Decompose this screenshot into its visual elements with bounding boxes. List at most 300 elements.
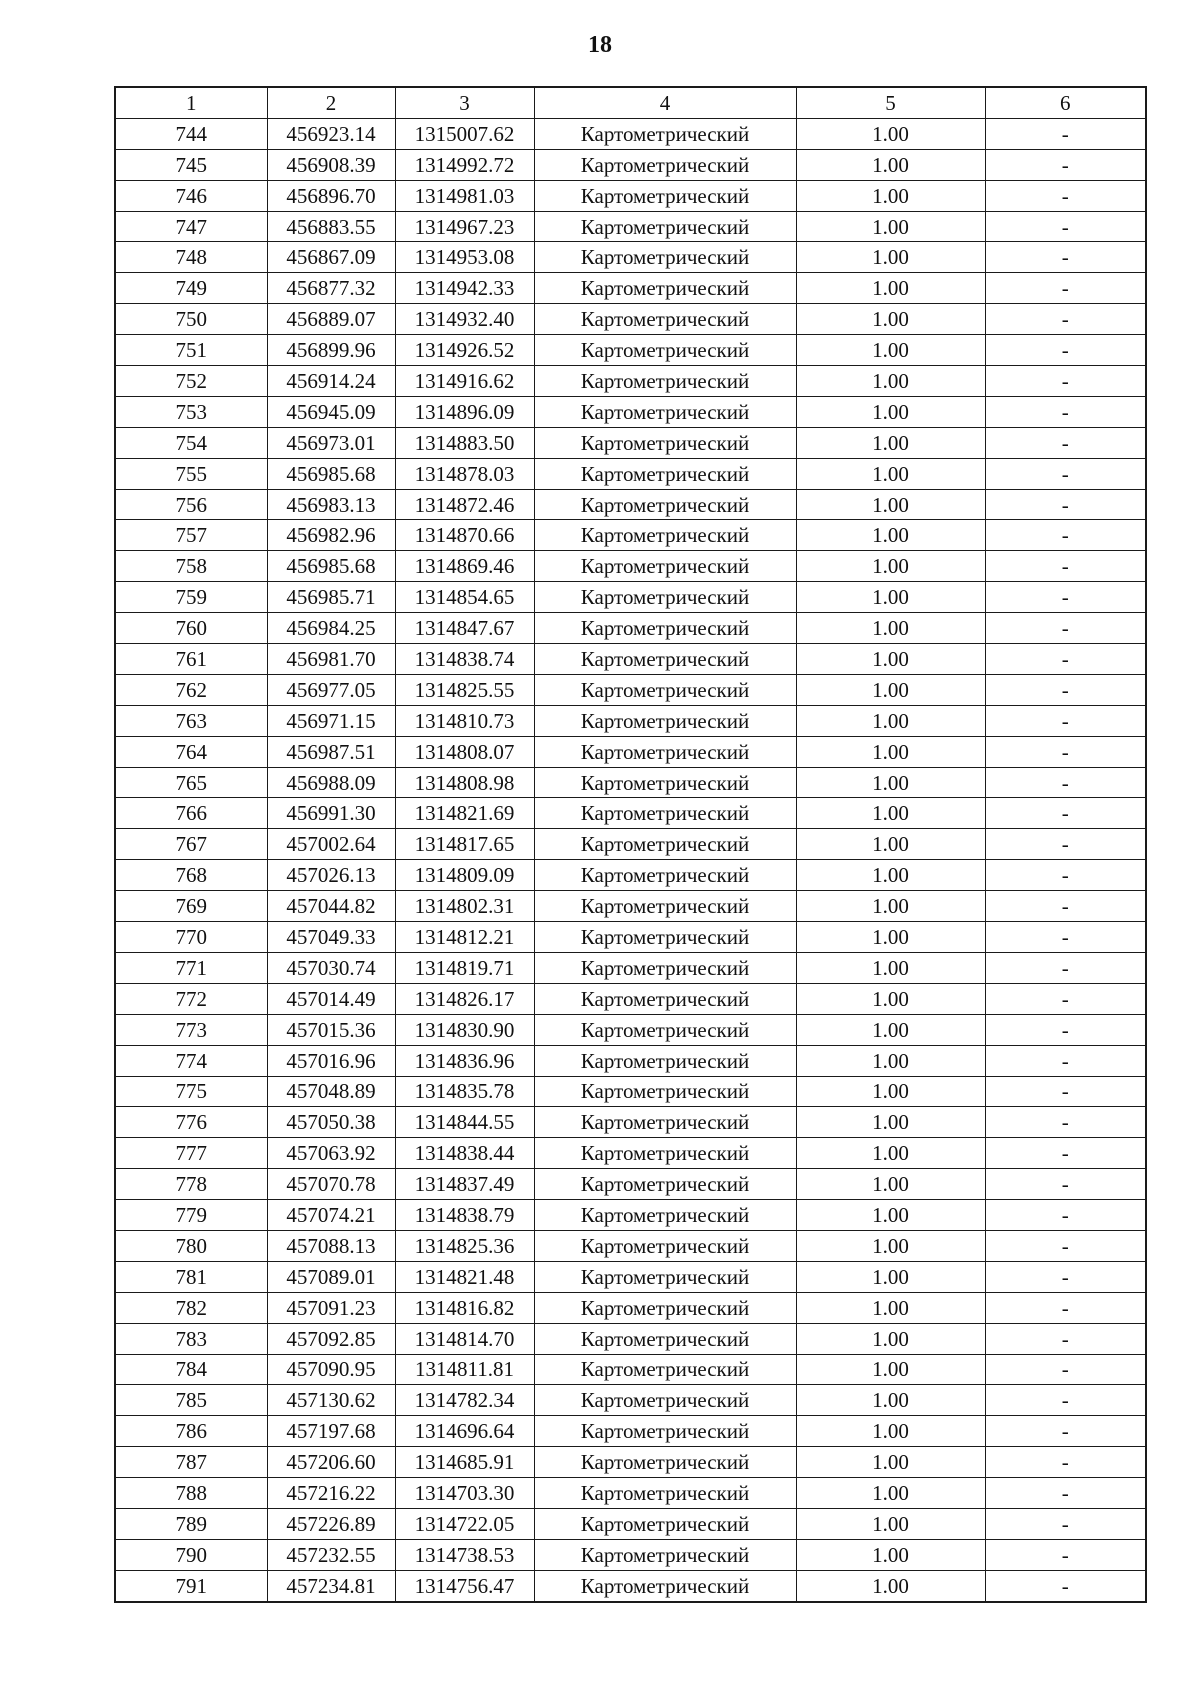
accuracy-cell: 1.00 <box>796 952 985 983</box>
point-number-cell: 760 <box>115 613 267 644</box>
table-row <box>115 242 1146 273</box>
accuracy-cell: 1.00 <box>796 396 985 427</box>
table-row <box>115 1354 1146 1385</box>
table-row <box>115 736 1146 767</box>
point-number-cell: 764 <box>115 736 267 767</box>
y-coordinate-cell: 1314837.49 <box>395 1169 534 1200</box>
point-number-cell: 749 <box>115 273 267 304</box>
accuracy-cell: 1.00 <box>796 149 985 180</box>
method-cell: Картометрический <box>534 1354 796 1385</box>
y-coordinate-cell: 1314870.66 <box>395 520 534 551</box>
table-row <box>115 674 1146 705</box>
point-number-cell: 744 <box>115 118 267 149</box>
y-coordinate-cell: 1314932.40 <box>395 304 534 335</box>
point-number-cell: 782 <box>115 1292 267 1323</box>
y-coordinate-cell: 1314838.74 <box>395 644 534 675</box>
y-coordinate-cell: 1314817.65 <box>395 829 534 860</box>
x-coordinate-cell: 457074.21 <box>267 1200 395 1231</box>
table-row <box>115 396 1146 427</box>
accuracy-cell: 1.00 <box>796 644 985 675</box>
x-coordinate-cell: 457049.33 <box>267 922 395 953</box>
description-cell: - <box>985 1169 1146 1200</box>
description-cell: - <box>985 1230 1146 1261</box>
y-coordinate-cell: 1314811.81 <box>395 1354 534 1385</box>
accuracy-cell: 1.00 <box>796 273 985 304</box>
description-cell: - <box>985 1045 1146 1076</box>
table-row <box>115 1076 1146 1107</box>
table-row <box>115 211 1146 242</box>
accuracy-cell: 1.00 <box>796 1323 985 1354</box>
point-number-cell: 772 <box>115 983 267 1014</box>
method-cell: Картометрический <box>534 1169 796 1200</box>
x-coordinate-cell: 456985.68 <box>267 551 395 582</box>
y-coordinate-cell: 1314825.55 <box>395 674 534 705</box>
accuracy-cell: 1.00 <box>796 891 985 922</box>
description-cell: - <box>985 798 1146 829</box>
accuracy-cell: 1.00 <box>796 1570 985 1601</box>
accuracy-cell: 1.00 <box>796 304 985 335</box>
point-number-cell: 788 <box>115 1478 267 1509</box>
method-cell: Картометрический <box>534 273 796 304</box>
description-cell: - <box>985 952 1146 983</box>
accuracy-cell: 1.00 <box>796 736 985 767</box>
table-row <box>115 551 1146 582</box>
y-coordinate-cell: 1314814.70 <box>395 1323 534 1354</box>
header-cell-1: 1 <box>115 87 267 118</box>
accuracy-cell: 1.00 <box>796 1200 985 1231</box>
accuracy-cell: 1.00 <box>796 1354 985 1385</box>
x-coordinate-cell: 457044.82 <box>267 891 395 922</box>
header-cell-4: 4 <box>534 87 796 118</box>
x-coordinate-cell: 457232.55 <box>267 1539 395 1570</box>
method-cell: Картометрический <box>534 304 796 335</box>
description-cell: - <box>985 1447 1146 1478</box>
accuracy-cell: 1.00 <box>796 767 985 798</box>
method-cell: Картометрический <box>534 1076 796 1107</box>
description-cell: - <box>985 1138 1146 1169</box>
table-row <box>115 1169 1146 1200</box>
description-cell: - <box>985 1200 1146 1231</box>
y-coordinate-cell: 1314981.03 <box>395 180 534 211</box>
table-row <box>115 427 1146 458</box>
description-cell: - <box>985 1323 1146 1354</box>
description-cell: - <box>985 242 1146 273</box>
table-row <box>115 767 1146 798</box>
table-row <box>115 1107 1146 1138</box>
description-cell: - <box>985 1416 1146 1447</box>
point-number-cell: 786 <box>115 1416 267 1447</box>
description-cell: - <box>985 366 1146 397</box>
point-number-cell: 753 <box>115 396 267 427</box>
point-number-cell: 791 <box>115 1570 267 1601</box>
method-cell: Картометрический <box>534 891 796 922</box>
accuracy-cell: 1.00 <box>796 1014 985 1045</box>
accuracy-cell: 1.00 <box>796 1230 985 1261</box>
point-number-cell: 776 <box>115 1107 267 1138</box>
table-row <box>115 366 1146 397</box>
accuracy-cell: 1.00 <box>796 860 985 891</box>
accuracy-cell: 1.00 <box>796 489 985 520</box>
method-cell: Картометрический <box>534 1138 796 1169</box>
y-coordinate-cell: 1314821.48 <box>395 1261 534 1292</box>
method-cell: Картометрический <box>534 551 796 582</box>
table-row <box>115 1539 1146 1570</box>
x-coordinate-cell: 456982.96 <box>267 520 395 551</box>
table-row <box>115 1014 1146 1045</box>
point-number-cell: 779 <box>115 1200 267 1231</box>
description-cell: - <box>985 1539 1146 1570</box>
point-number-cell: 780 <box>115 1230 267 1261</box>
x-coordinate-cell: 457226.89 <box>267 1508 395 1539</box>
y-coordinate-cell: 1314703.30 <box>395 1478 534 1509</box>
method-cell: Картометрический <box>534 458 796 489</box>
x-coordinate-cell: 457090.95 <box>267 1354 395 1385</box>
description-cell: - <box>985 304 1146 335</box>
table-row <box>115 1200 1146 1231</box>
description-cell: - <box>985 644 1146 675</box>
point-number-cell: 754 <box>115 427 267 458</box>
point-number-cell: 775 <box>115 1076 267 1107</box>
method-cell: Картометрический <box>534 1045 796 1076</box>
table-body <box>115 118 1146 1601</box>
y-coordinate-cell: 1314883.50 <box>395 427 534 458</box>
x-coordinate-cell: 456985.68 <box>267 458 395 489</box>
y-coordinate-cell: 1314838.79 <box>395 1200 534 1231</box>
point-number-cell: 765 <box>115 767 267 798</box>
accuracy-cell: 1.00 <box>796 1539 985 1570</box>
description-cell: - <box>985 860 1146 891</box>
method-cell: Картометрический <box>534 180 796 211</box>
y-coordinate-cell: 1314722.05 <box>395 1508 534 1539</box>
accuracy-cell: 1.00 <box>796 1478 985 1509</box>
point-number-cell: 751 <box>115 335 267 366</box>
x-coordinate-cell: 456973.01 <box>267 427 395 458</box>
method-cell: Картометрический <box>534 1570 796 1601</box>
point-number-cell: 766 <box>115 798 267 829</box>
table-row <box>115 335 1146 366</box>
y-coordinate-cell: 1314738.53 <box>395 1539 534 1570</box>
accuracy-cell: 1.00 <box>796 118 985 149</box>
accuracy-cell: 1.00 <box>796 1169 985 1200</box>
x-coordinate-cell: 457089.01 <box>267 1261 395 1292</box>
point-number-cell: 768 <box>115 860 267 891</box>
coordinates-table <box>114 86 1147 1603</box>
accuracy-cell: 1.00 <box>796 1447 985 1478</box>
point-number-cell: 789 <box>115 1508 267 1539</box>
accuracy-cell: 1.00 <box>796 427 985 458</box>
table-row <box>115 489 1146 520</box>
description-cell: - <box>985 396 1146 427</box>
point-number-cell: 771 <box>115 952 267 983</box>
method-cell: Картометрический <box>534 860 796 891</box>
x-coordinate-cell: 456896.70 <box>267 180 395 211</box>
x-coordinate-cell: 457048.89 <box>267 1076 395 1107</box>
description-cell: - <box>985 1292 1146 1323</box>
method-cell: Картометрический <box>534 1200 796 1231</box>
method-cell: Картометрический <box>534 736 796 767</box>
table-row <box>115 180 1146 211</box>
y-coordinate-cell: 1314854.65 <box>395 582 534 613</box>
method-cell: Картометрический <box>534 118 796 149</box>
table-row <box>115 118 1146 149</box>
table-row <box>115 458 1146 489</box>
point-number-cell: 762 <box>115 674 267 705</box>
y-coordinate-cell: 1314967.23 <box>395 211 534 242</box>
description-cell: - <box>985 211 1146 242</box>
description-cell: - <box>985 736 1146 767</box>
x-coordinate-cell: 456867.09 <box>267 242 395 273</box>
method-cell: Картометрический <box>534 1508 796 1539</box>
y-coordinate-cell: 1314847.67 <box>395 613 534 644</box>
y-coordinate-cell: 1314872.46 <box>395 489 534 520</box>
accuracy-cell: 1.00 <box>796 1107 985 1138</box>
x-coordinate-cell: 456914.24 <box>267 366 395 397</box>
x-coordinate-cell: 456988.09 <box>267 767 395 798</box>
point-number-cell: 748 <box>115 242 267 273</box>
point-number-cell: 783 <box>115 1323 267 1354</box>
point-number-cell: 769 <box>115 891 267 922</box>
description-cell: - <box>985 1478 1146 1509</box>
x-coordinate-cell: 456908.39 <box>267 149 395 180</box>
method-cell: Картометрический <box>534 798 796 829</box>
method-cell: Картометрический <box>534 1230 796 1261</box>
point-number-cell: 757 <box>115 520 267 551</box>
point-number-cell: 758 <box>115 551 267 582</box>
table-row <box>115 273 1146 304</box>
method-cell: Картометрический <box>534 396 796 427</box>
table-row <box>115 304 1146 335</box>
y-coordinate-cell: 1314942.33 <box>395 273 534 304</box>
y-coordinate-cell: 1314696.64 <box>395 1416 534 1447</box>
y-coordinate-cell: 1314878.03 <box>395 458 534 489</box>
header-cell-6: 6 <box>985 87 1146 118</box>
description-cell: - <box>985 520 1146 551</box>
method-cell: Картометрический <box>534 335 796 366</box>
x-coordinate-cell: 457015.36 <box>267 1014 395 1045</box>
method-cell: Картометрический <box>534 489 796 520</box>
method-cell: Картометрический <box>534 644 796 675</box>
x-coordinate-cell: 457216.22 <box>267 1478 395 1509</box>
description-cell: - <box>985 1385 1146 1416</box>
y-coordinate-cell: 1314685.91 <box>395 1447 534 1478</box>
method-cell: Картометрический <box>534 1478 796 1509</box>
method-cell: Картометрический <box>534 149 796 180</box>
table-row <box>115 1261 1146 1292</box>
y-coordinate-cell: 1314916.62 <box>395 366 534 397</box>
accuracy-cell: 1.00 <box>796 1076 985 1107</box>
description-cell: - <box>985 335 1146 366</box>
x-coordinate-cell: 457026.13 <box>267 860 395 891</box>
accuracy-cell: 1.00 <box>796 983 985 1014</box>
accuracy-cell: 1.00 <box>796 1045 985 1076</box>
method-cell: Картометрический <box>534 1416 796 1447</box>
point-number-cell: 777 <box>115 1138 267 1169</box>
y-coordinate-cell: 1314821.69 <box>395 798 534 829</box>
method-cell: Картометрический <box>534 1107 796 1138</box>
table-row <box>115 1323 1146 1354</box>
y-coordinate-cell: 1314992.72 <box>395 149 534 180</box>
x-coordinate-cell: 457206.60 <box>267 1447 395 1478</box>
x-coordinate-cell: 457030.74 <box>267 952 395 983</box>
accuracy-cell: 1.00 <box>796 1292 985 1323</box>
point-number-cell: 746 <box>115 180 267 211</box>
x-coordinate-cell: 457063.92 <box>267 1138 395 1169</box>
point-number-cell: 787 <box>115 1447 267 1478</box>
description-cell: - <box>985 922 1146 953</box>
y-coordinate-cell: 1314836.96 <box>395 1045 534 1076</box>
table-row <box>115 983 1146 1014</box>
accuracy-cell: 1.00 <box>796 458 985 489</box>
y-coordinate-cell: 1314782.34 <box>395 1385 534 1416</box>
table-row <box>115 891 1146 922</box>
accuracy-cell: 1.00 <box>796 922 985 953</box>
description-cell: - <box>985 613 1146 644</box>
point-number-cell: 759 <box>115 582 267 613</box>
table-row <box>115 1447 1146 1478</box>
page-number: 18 <box>588 32 612 58</box>
description-cell: - <box>985 829 1146 860</box>
table-row <box>115 149 1146 180</box>
point-number-cell: 756 <box>115 489 267 520</box>
table-row <box>115 1292 1146 1323</box>
description-cell: - <box>985 1508 1146 1539</box>
table-row <box>115 922 1146 953</box>
description-cell: - <box>985 891 1146 922</box>
description-cell: - <box>985 551 1146 582</box>
y-coordinate-cell: 1314810.73 <box>395 705 534 736</box>
y-coordinate-cell: 1314953.08 <box>395 242 534 273</box>
description-cell: - <box>985 1107 1146 1138</box>
accuracy-cell: 1.00 <box>796 1138 985 1169</box>
x-coordinate-cell: 456899.96 <box>267 335 395 366</box>
accuracy-cell: 1.00 <box>796 582 985 613</box>
method-cell: Картометрический <box>534 829 796 860</box>
description-cell: - <box>985 273 1146 304</box>
accuracy-cell: 1.00 <box>796 1508 985 1539</box>
x-coordinate-cell: 457070.78 <box>267 1169 395 1200</box>
x-coordinate-cell: 456987.51 <box>267 736 395 767</box>
x-coordinate-cell: 456985.71 <box>267 582 395 613</box>
y-coordinate-cell: 1314926.52 <box>395 335 534 366</box>
x-coordinate-cell: 457130.62 <box>267 1385 395 1416</box>
description-cell: - <box>985 149 1146 180</box>
method-cell: Картометрический <box>534 1323 796 1354</box>
y-coordinate-cell: 1314896.09 <box>395 396 534 427</box>
accuracy-cell: 1.00 <box>796 1261 985 1292</box>
description-cell: - <box>985 705 1146 736</box>
accuracy-cell: 1.00 <box>796 335 985 366</box>
x-coordinate-cell: 456983.13 <box>267 489 395 520</box>
accuracy-cell: 1.00 <box>796 798 985 829</box>
description-cell: - <box>985 1354 1146 1385</box>
table-row <box>115 582 1146 613</box>
y-coordinate-cell: 1314838.44 <box>395 1138 534 1169</box>
point-number-cell: 755 <box>115 458 267 489</box>
table-row <box>115 1045 1146 1076</box>
point-number-cell: 781 <box>115 1261 267 1292</box>
point-number-cell: 767 <box>115 829 267 860</box>
y-coordinate-cell: 1314756.47 <box>395 1570 534 1601</box>
description-cell: - <box>985 983 1146 1014</box>
x-coordinate-cell: 457092.85 <box>267 1323 395 1354</box>
accuracy-cell: 1.00 <box>796 674 985 705</box>
table-row <box>115 829 1146 860</box>
description-cell: - <box>985 458 1146 489</box>
method-cell: Картометрический <box>534 922 796 953</box>
description-cell: - <box>985 427 1146 458</box>
table-row <box>115 798 1146 829</box>
method-cell: Картометрический <box>534 952 796 983</box>
method-cell: Картометрический <box>534 613 796 644</box>
accuracy-cell: 1.00 <box>796 242 985 273</box>
point-number-cell: 750 <box>115 304 267 335</box>
description-cell: - <box>985 1014 1146 1045</box>
x-coordinate-cell: 456923.14 <box>267 118 395 149</box>
point-number-cell: 752 <box>115 366 267 397</box>
y-coordinate-cell: 1314826.17 <box>395 983 534 1014</box>
y-coordinate-cell: 1314809.09 <box>395 860 534 891</box>
x-coordinate-cell: 456984.25 <box>267 613 395 644</box>
description-cell: - <box>985 489 1146 520</box>
method-cell: Картометрический <box>534 1014 796 1045</box>
table-row <box>115 860 1146 891</box>
accuracy-cell: 1.00 <box>796 366 985 397</box>
point-number-cell: 778 <box>115 1169 267 1200</box>
x-coordinate-cell: 456971.15 <box>267 705 395 736</box>
method-cell: Картометрический <box>534 1539 796 1570</box>
header-row <box>115 87 1146 118</box>
y-coordinate-cell: 1314835.78 <box>395 1076 534 1107</box>
accuracy-cell: 1.00 <box>796 551 985 582</box>
accuracy-cell: 1.00 <box>796 520 985 551</box>
x-coordinate-cell: 457016.96 <box>267 1045 395 1076</box>
x-coordinate-cell: 456981.70 <box>267 644 395 675</box>
description-cell: - <box>985 1076 1146 1107</box>
x-coordinate-cell: 456889.07 <box>267 304 395 335</box>
x-coordinate-cell: 457088.13 <box>267 1230 395 1261</box>
description-cell: - <box>985 1570 1146 1601</box>
table-row <box>115 520 1146 551</box>
x-coordinate-cell: 457014.49 <box>267 983 395 1014</box>
x-coordinate-cell: 456977.05 <box>267 674 395 705</box>
accuracy-cell: 1.00 <box>796 705 985 736</box>
description-cell: - <box>985 582 1146 613</box>
table-row <box>115 1508 1146 1539</box>
point-number-cell: 745 <box>115 149 267 180</box>
y-coordinate-cell: 1314802.31 <box>395 891 534 922</box>
method-cell: Картометрический <box>534 1261 796 1292</box>
x-coordinate-cell: 456877.32 <box>267 273 395 304</box>
x-coordinate-cell: 456883.55 <box>267 211 395 242</box>
x-coordinate-cell: 456945.09 <box>267 396 395 427</box>
table-row <box>115 1138 1146 1169</box>
x-coordinate-cell: 457197.68 <box>267 1416 395 1447</box>
method-cell: Картометрический <box>534 366 796 397</box>
point-number-cell: 784 <box>115 1354 267 1385</box>
header-cell-5: 5 <box>796 87 985 118</box>
table-row <box>115 1416 1146 1447</box>
point-number-cell: 770 <box>115 922 267 953</box>
x-coordinate-cell: 457002.64 <box>267 829 395 860</box>
table-header <box>115 87 1146 118</box>
point-number-cell: 790 <box>115 1539 267 1570</box>
table-row <box>115 1385 1146 1416</box>
table-row <box>115 1230 1146 1261</box>
point-number-cell: 763 <box>115 705 267 736</box>
method-cell: Картометрический <box>534 520 796 551</box>
method-cell: Картометрический <box>534 1385 796 1416</box>
table-row <box>115 952 1146 983</box>
